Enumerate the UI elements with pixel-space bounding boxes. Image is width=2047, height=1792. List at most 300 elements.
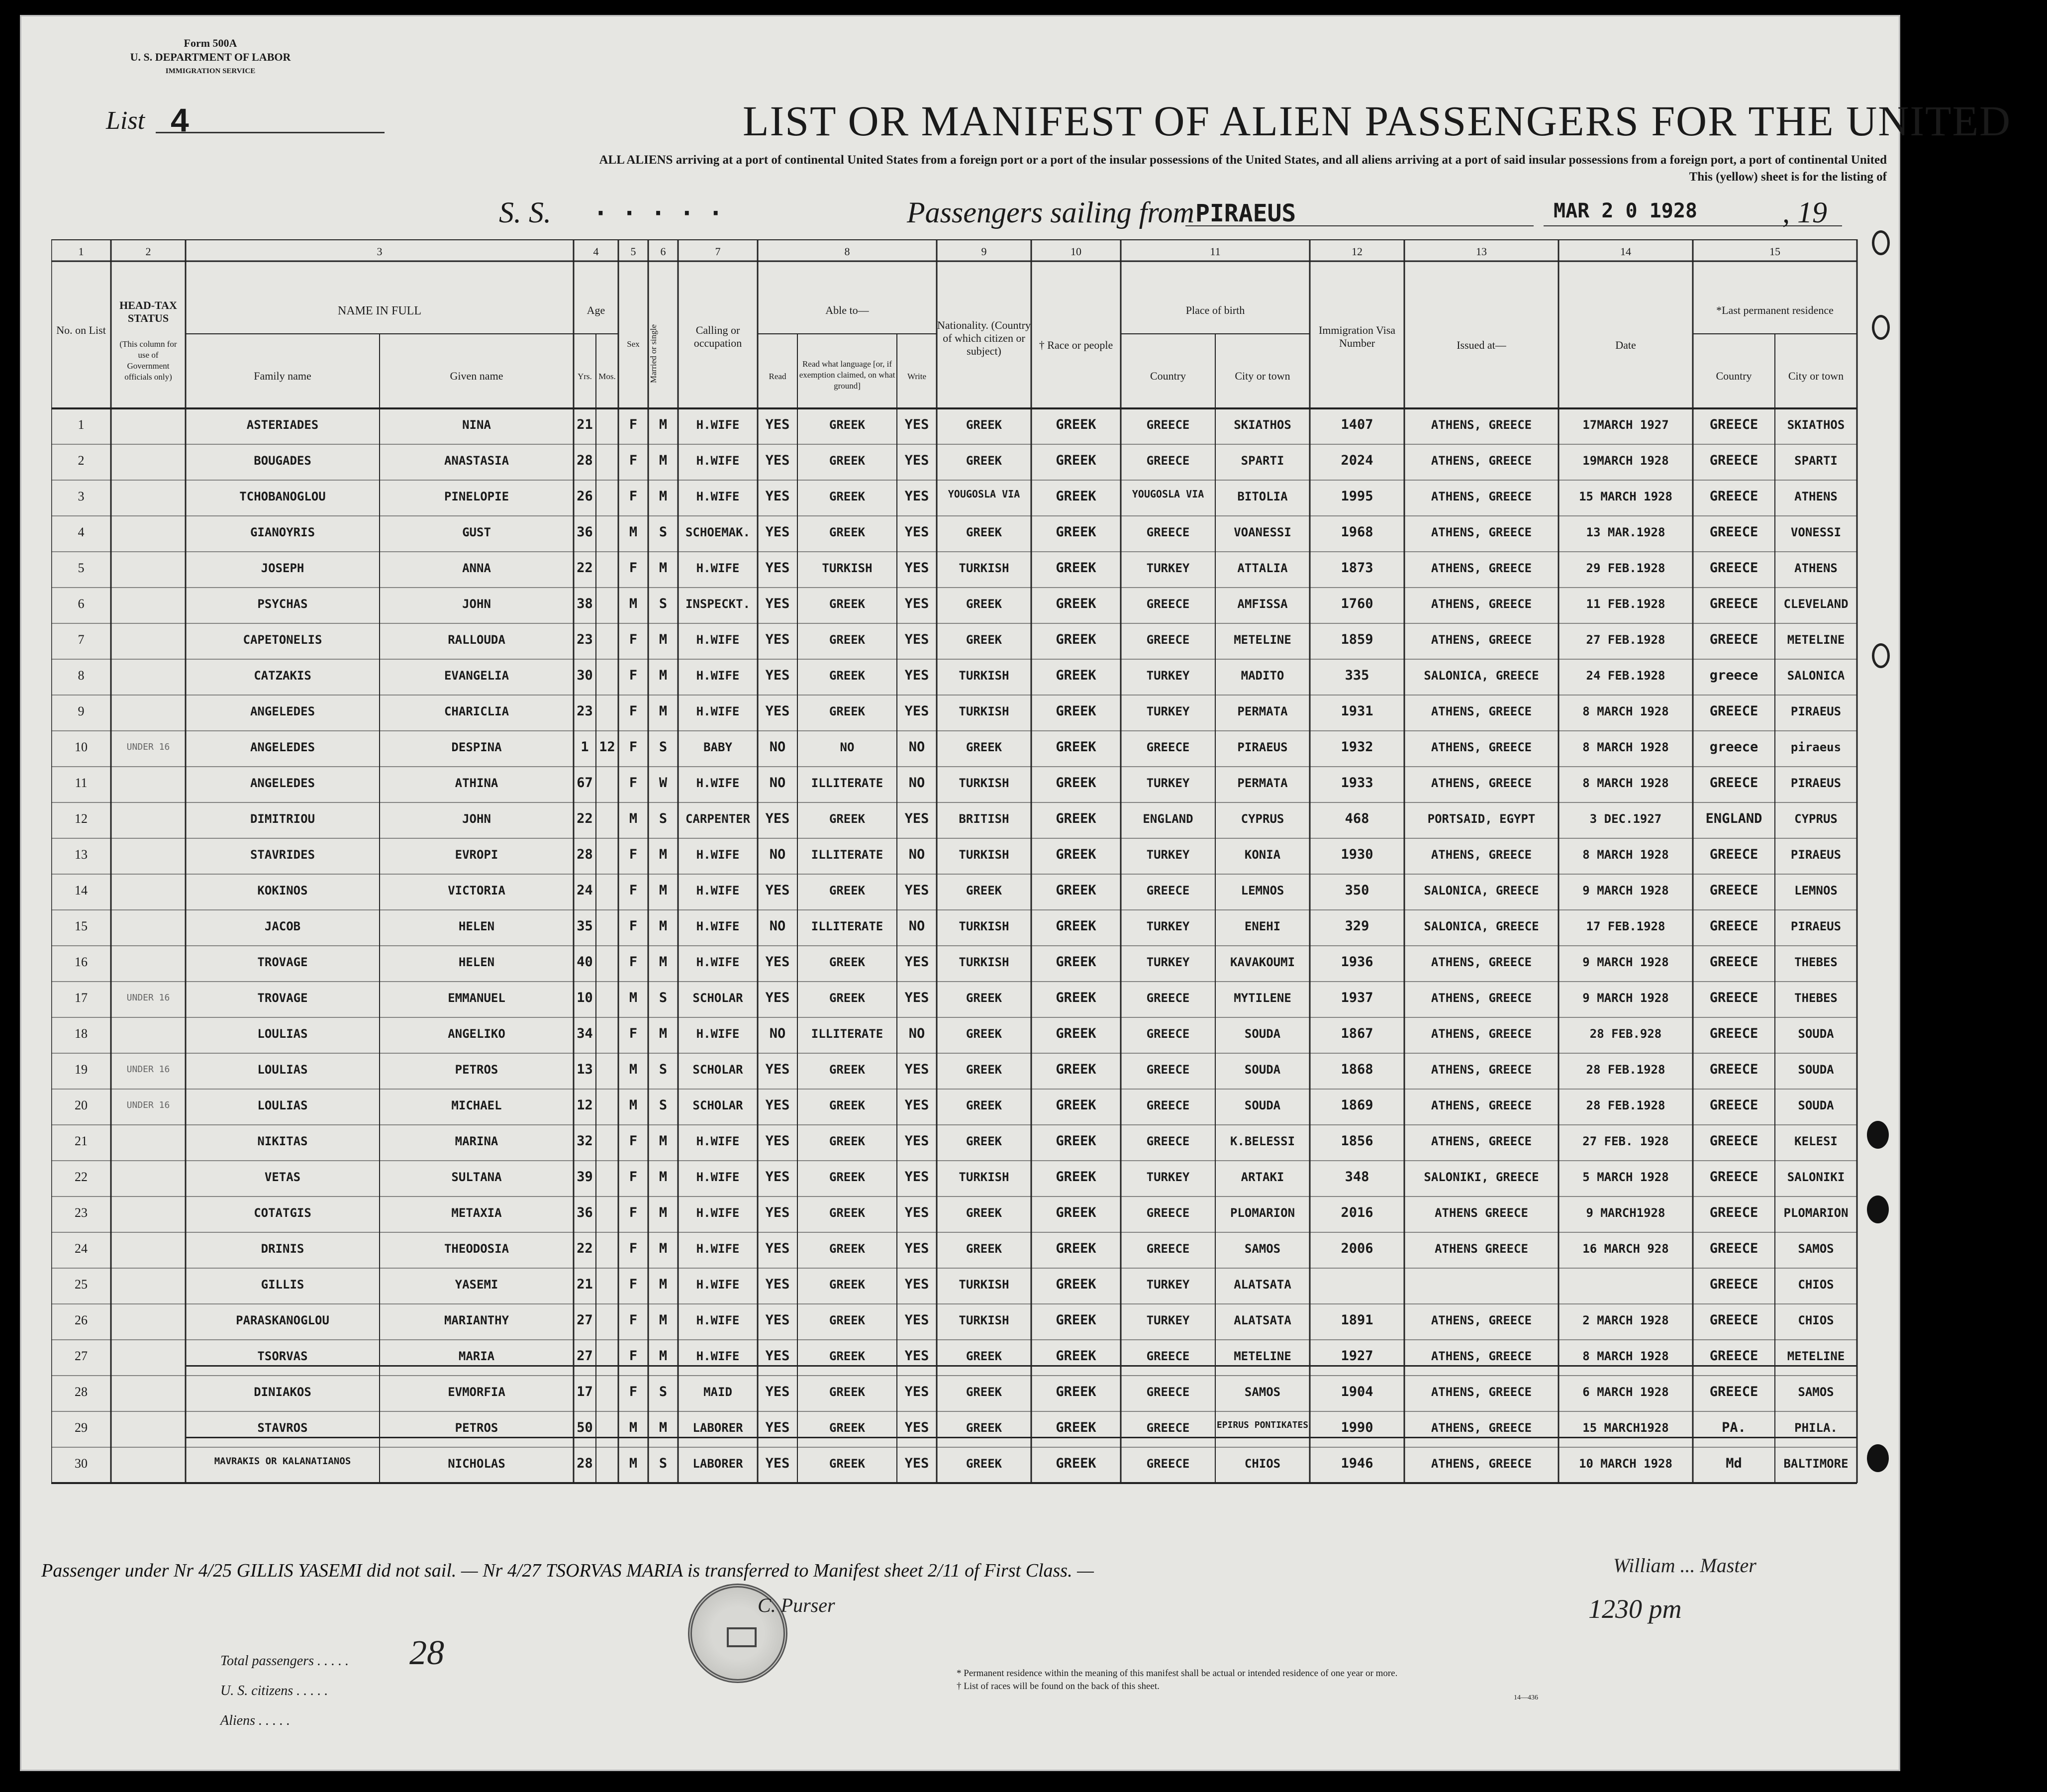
row-10-ms: S: [659, 739, 668, 755]
row-26-nat: TURKISH: [959, 1313, 1009, 1327]
row-3-lang: GREEK: [829, 490, 866, 503]
row-26-read: YES: [765, 1312, 790, 1328]
row-16-ms: M: [659, 954, 668, 970]
row-13-race: GREEK: [1056, 847, 1096, 862]
row-14-write: YES: [904, 883, 929, 898]
row-15-rcountry: GREECE: [1709, 918, 1758, 934]
row-6-given: JOHN: [462, 597, 491, 611]
manifest-sheet: [20, 15, 2012, 1771]
row-23-read: YES: [765, 1205, 790, 1220]
row-30-no: 30: [75, 1456, 88, 1471]
row-6-lang: GREEK: [829, 597, 866, 611]
row-24-lang: GREEK: [829, 1242, 866, 1256]
row-10-family: ANGELEDES: [250, 740, 315, 754]
row-1-write: YES: [904, 417, 929, 432]
row-30-ms: S: [659, 1456, 668, 1471]
row-8-sex: F: [629, 668, 638, 683]
row-29-sex: M: [629, 1420, 638, 1435]
row-3-no: 3: [78, 489, 85, 503]
row-14-nat: GREEK: [966, 884, 1002, 897]
row-12-rcountry: ENGLAND: [1705, 811, 1762, 826]
row-19-no: 19: [75, 1062, 88, 1077]
row-15-given: HELEN: [458, 919, 495, 933]
row-27-issued: ATHENS, GREECE: [1431, 1349, 1532, 1363]
row-8-nat: TURKISH: [959, 669, 1009, 683]
row-3-issued: ATHENS, GREECE: [1431, 490, 1532, 503]
header-calling: Calling or occupation: [693, 324, 742, 349]
row-11-rcountry: GREECE: [1709, 775, 1758, 791]
row-7-no: 7: [78, 632, 85, 647]
row-30-visa: 1946: [1341, 1456, 1373, 1471]
row-9-nat: TURKISH: [959, 704, 1009, 718]
row-16-yrs: 40: [577, 954, 593, 970]
row-21-nat: GREEK: [966, 1134, 1002, 1148]
row-4-date: 13 MAR.1928: [1586, 525, 1665, 539]
row-13-sex: F: [629, 847, 638, 862]
row-4-bcity: VOANESSI: [1234, 525, 1291, 539]
header-name-in-full: NAME IN FULL: [338, 304, 421, 317]
row-12-occ: CARPENTER: [685, 812, 751, 826]
row-24-occ: H.WIFE: [696, 1242, 740, 1256]
row-20-lang: GREEK: [829, 1098, 866, 1112]
row-28-sex: F: [629, 1384, 638, 1399]
row-3-bcountry: YOUGOSLA VIA: [1132, 488, 1204, 500]
row-7-family: CAPETONELIS: [243, 633, 322, 647]
row-21-bcity: K.BELESSI: [1230, 1134, 1295, 1148]
row-19-sex: M: [629, 1062, 638, 1077]
row-8-visa: 335: [1345, 668, 1369, 683]
row-28-race: GREEK: [1056, 1384, 1096, 1399]
manifest-table: [51, 239, 1897, 1573]
row-29-ms: M: [659, 1420, 668, 1435]
row-22-lang: GREEK: [829, 1170, 866, 1184]
row-8-no: 8: [78, 668, 85, 683]
row-17-family: TROVAGE: [257, 991, 308, 1005]
us-citizens-label: U. S. citizens . . . . .: [220, 1683, 328, 1698]
row-15-date: 17 FEB.1928: [1586, 919, 1665, 933]
row-24-read: YES: [765, 1241, 790, 1256]
row-13-nat: TURKISH: [959, 848, 1009, 862]
row-24-write: YES: [904, 1241, 929, 1256]
row-13-given: EVROPI: [455, 848, 498, 862]
row-19-bcity: SOUDA: [1244, 1063, 1281, 1077]
row-13-rcountry: GREECE: [1709, 847, 1758, 862]
colnum-9: 9: [981, 245, 987, 258]
row-17-write: YES: [904, 990, 929, 1005]
row-11-no: 11: [75, 776, 88, 790]
row-14-no: 14: [75, 883, 88, 897]
row-4-lang: GREEK: [829, 525, 866, 539]
row-15-race: GREEK: [1056, 918, 1096, 934]
row-13-bcountry: TURKEY: [1146, 848, 1190, 862]
row-22-visa: 348: [1345, 1169, 1369, 1185]
row-20-ms: S: [659, 1097, 668, 1113]
row-7-read: YES: [765, 632, 790, 647]
row-23-write: YES: [904, 1205, 929, 1220]
row-11-visa: 1933: [1341, 775, 1373, 791]
row-2-date: 19MARCH 1928: [1582, 454, 1669, 468]
row-29-read: YES: [765, 1420, 790, 1435]
row-10-bcountry: GREECE: [1146, 740, 1190, 754]
row-7-sex: F: [629, 632, 638, 647]
row-9-no: 9: [78, 704, 85, 718]
row-1-lang: GREEK: [829, 418, 866, 432]
row-27-sex: F: [629, 1348, 638, 1364]
row-18-rcountry: GREECE: [1709, 1026, 1758, 1041]
row-10-write: NO: [908, 739, 925, 755]
row-28-bcity: SAMOS: [1244, 1385, 1281, 1399]
row-13-visa: 1930: [1341, 847, 1373, 862]
header-read-what: Read what language [or, if exemption claimed, on what ground]: [799, 359, 895, 391]
row-29-nat: GREEK: [966, 1421, 1002, 1435]
row-23-ms: M: [659, 1205, 668, 1220]
row-24-bcity: SAMOS: [1244, 1242, 1281, 1256]
row-25-family: GILLIS: [261, 1278, 304, 1292]
row-3-ms: M: [659, 489, 668, 504]
row-5-yrs: 22: [577, 560, 593, 576]
row-23-family: COTATGIS: [254, 1206, 311, 1220]
row-26-sex: F: [629, 1312, 638, 1328]
row-13-read: NO: [769, 847, 786, 862]
row-9-occ: H.WIFE: [696, 704, 740, 718]
row-8-read: YES: [765, 668, 790, 683]
row-18-bcountry: GREECE: [1146, 1027, 1190, 1041]
punch-hole-mid: [1872, 643, 1890, 668]
row-17-bcountry: GREECE: [1146, 991, 1190, 1005]
annotation-note: Passenger under Nr 4/25 GILLIS YASEMI did not sail. — Nr 4/27 TSORVAS MARIA is transferred to Manifest sheet 2/11 of First Class. —: [41, 1560, 1094, 1581]
row-30-given: NICHOLAS: [448, 1457, 505, 1471]
row-7-lang: GREEK: [829, 633, 866, 647]
row-16-rcountry: GREECE: [1709, 954, 1758, 970]
row-12-race: GREEK: [1056, 811, 1096, 826]
row-17-visa: 1937: [1341, 990, 1373, 1005]
row-1-rcity: SKIATHOS: [1787, 418, 1845, 432]
row-19-nat: GREEK: [966, 1063, 1002, 1077]
row-26-given: MARIANTHY: [444, 1313, 509, 1327]
department-name: U. S. DEPARTMENT OF LABOR: [130, 51, 291, 63]
row-29-issued: ATHENS, GREECE: [1431, 1421, 1532, 1435]
row-22-rcity: SALONIKI: [1787, 1170, 1845, 1184]
row-3-occ: H.WIFE: [696, 490, 740, 503]
row-30-race: GREEK: [1056, 1456, 1096, 1471]
row-10-nat: GREEK: [966, 740, 1002, 754]
row-9-yrs: 23: [577, 703, 593, 719]
row-21-lang: GREEK: [829, 1134, 866, 1148]
row-19-ms: S: [659, 1062, 668, 1077]
row-30-sex: M: [629, 1456, 638, 1471]
row-2-lang: GREEK: [829, 454, 866, 468]
row-15-no: 15: [75, 919, 88, 933]
row-5-write: YES: [904, 560, 929, 576]
row-1-rcountry: GREECE: [1709, 417, 1758, 432]
row-6-rcountry: GREECE: [1709, 596, 1758, 611]
row-23-given: METAXIA: [451, 1206, 502, 1220]
row-14-date: 9 MARCH 1928: [1582, 884, 1669, 897]
row-8-bcity: MADITO: [1241, 669, 1284, 683]
row-17-ms: S: [659, 990, 668, 1005]
row-28-lang: GREEK: [829, 1385, 866, 1399]
row-1-no: 1: [78, 417, 85, 432]
row-23-visa: 2016: [1341, 1205, 1373, 1220]
row-9-issued: ATHENS, GREECE: [1431, 704, 1532, 718]
row-5-rcity: ATHENS: [1794, 561, 1838, 575]
row-9-lang: GREEK: [829, 704, 866, 718]
row-24-given: THEODOSIA: [444, 1242, 509, 1256]
row-11-issued: ATHENS, GREECE: [1431, 776, 1532, 790]
row-11-read: NO: [769, 775, 786, 791]
row-2-occ: H.WIFE: [696, 454, 740, 468]
row-6-family: PSYCHAS: [257, 597, 308, 611]
row-10-mos: 12: [599, 739, 615, 755]
row-4-sex: M: [629, 524, 638, 540]
row-6-ms: S: [659, 596, 668, 611]
row-19-read: YES: [765, 1062, 790, 1077]
year-label: , 19: [1782, 196, 1827, 229]
colnum-2: 2: [145, 245, 151, 258]
row-8-ms: M: [659, 668, 668, 683]
row-4-bcountry: GREECE: [1146, 525, 1190, 539]
row-21-given: MARINA: [455, 1134, 498, 1148]
row-17-occ: SCHOLAR: [692, 991, 743, 1005]
row-7-given: RALLOUDA: [448, 633, 505, 647]
row-18-occ: H.WIFE: [696, 1027, 740, 1041]
row-24-issued: ATHENS GREECE: [1435, 1242, 1528, 1256]
row-24-visa: 2006: [1341, 1241, 1373, 1256]
subtitle-line-2: This (yellow) sheet is for the listing of: [1689, 170, 1887, 184]
aliens-label: Aliens . . . . .: [220, 1713, 290, 1728]
row-29-bcity: EPIRUS PONTIKATES: [1216, 1420, 1309, 1430]
row-26-write: YES: [904, 1312, 929, 1328]
row-2-bcountry: GREECE: [1146, 454, 1190, 468]
time-annotation: 1230 pm: [1588, 1594, 1682, 1624]
row-15-visa: 329: [1345, 918, 1369, 934]
row-27-race: GREEK: [1056, 1348, 1096, 1364]
row-2-write: YES: [904, 453, 929, 468]
row-18-family: LOULIAS: [257, 1027, 308, 1041]
row-25-bcity: ALATSATA: [1234, 1278, 1291, 1292]
row-26-bcity: ALATSATA: [1234, 1313, 1291, 1327]
row-11-bcity: PERMATA: [1237, 776, 1288, 790]
row-9-write: YES: [904, 703, 929, 719]
row-14-lang: GREEK: [829, 884, 866, 897]
row-13-write: NO: [908, 847, 925, 862]
row-13-lang: ILLITERATE: [811, 848, 883, 862]
row-19-given: PETROS: [455, 1063, 498, 1077]
row-18-no: 18: [75, 1026, 88, 1041]
row-6-write: YES: [904, 596, 929, 611]
row-29-rcity: PHILA.: [1794, 1421, 1838, 1435]
row-9-sex: F: [629, 703, 638, 719]
header-race: † Race or people: [1039, 339, 1113, 351]
row-28-visa: 1904: [1341, 1384, 1373, 1399]
row-9-rcity: PIRAEUS: [1790, 704, 1842, 718]
row-27-lang: GREEK: [829, 1349, 866, 1363]
row-11-nat: TURKISH: [959, 776, 1009, 790]
sailing-label: Passengers sailing from: [907, 196, 1194, 229]
row-9-read: YES: [765, 703, 790, 719]
row-17-date: 9 MARCH 1928: [1582, 991, 1669, 1005]
colnum-12: 12: [1352, 245, 1363, 258]
row-3-rcountry: GREECE: [1709, 489, 1758, 504]
row-11-bcountry: TURKEY: [1146, 776, 1190, 790]
row-1-bcountry: GREECE: [1146, 418, 1190, 432]
row-27-bcity: METELINE: [1234, 1349, 1291, 1363]
row-27-date: 8 MARCH 1928: [1582, 1349, 1669, 1363]
row-22-family: VETAS: [264, 1170, 301, 1184]
row-26-bcountry: TURKEY: [1146, 1313, 1190, 1327]
row-11-sex: F: [629, 775, 638, 791]
row-19-family: LOULIAS: [257, 1063, 308, 1077]
punch-hole-3: [1867, 1444, 1889, 1472]
row-17-issued: ATHENS, GREECE: [1431, 991, 1532, 1005]
row-14-yrs: 24: [577, 883, 593, 898]
row-11-race: GREEK: [1056, 775, 1096, 791]
list-underline: [156, 132, 385, 133]
row-10-bcity: PIRAEUS: [1237, 740, 1288, 754]
row-22-read: YES: [765, 1169, 790, 1185]
row-23-yrs: 36: [577, 1205, 593, 1220]
row-19-visa: 1868: [1341, 1062, 1373, 1077]
row-27-write: YES: [904, 1348, 929, 1364]
row-2-rcity: SPARTI: [1794, 454, 1838, 468]
header-birth-country: Country: [1150, 370, 1186, 382]
row-28-nat: GREEK: [966, 1385, 1002, 1399]
row-8-date: 24 FEB.1928: [1586, 669, 1665, 683]
row-16-write: YES: [904, 954, 929, 970]
row-21-no: 21: [75, 1134, 88, 1148]
row-9-bcountry: TURKEY: [1146, 704, 1190, 718]
row-23-lang: GREEK: [829, 1206, 866, 1220]
row-15-issued: SALONICA, GREECE: [1424, 919, 1539, 933]
colnum-6: 6: [660, 245, 666, 258]
row-29-no: 29: [75, 1420, 88, 1435]
row-28-issued: ATHENS, GREECE: [1431, 1385, 1532, 1399]
row-7-date: 27 FEB.1928: [1586, 633, 1665, 647]
row-12-read: YES: [765, 811, 790, 826]
row-25-yrs: 21: [577, 1277, 593, 1292]
row-20-bcity: SOUDA: [1244, 1098, 1281, 1112]
row-19-write: YES: [904, 1062, 929, 1077]
row-27-read: YES: [765, 1348, 790, 1364]
row-29-occ: LABORER: [692, 1421, 743, 1435]
row-2-race: GREEK: [1056, 453, 1096, 468]
row-12-no: 12: [75, 811, 88, 826]
row-22-race: GREEK: [1056, 1169, 1096, 1185]
row-16-bcountry: TURKEY: [1146, 955, 1190, 969]
row-28-family: DINIAKOS: [254, 1385, 311, 1399]
row-20-race: GREEK: [1056, 1097, 1096, 1113]
row-18-rcity: SOUDA: [1798, 1027, 1834, 1041]
row-20-head_tax: UNDER 16: [126, 1100, 170, 1110]
row-20-nat: GREEK: [966, 1098, 1002, 1112]
row-6-no: 6: [78, 597, 85, 611]
row-20-issued: ATHENS, GREECE: [1431, 1098, 1532, 1112]
header-issued-at: Issued at—: [1457, 339, 1506, 351]
row-24-rcountry: GREECE: [1709, 1241, 1758, 1256]
row-30-rcity: BALTIMORE: [1783, 1457, 1849, 1471]
row-10-sex: F: [629, 739, 638, 755]
row-1-issued: ATHENS, GREECE: [1431, 418, 1532, 432]
row-16-given: HELEN: [458, 955, 495, 969]
row-14-rcountry: GREECE: [1709, 883, 1758, 898]
header-birth-city: City or town: [1235, 370, 1290, 382]
row-17-rcountry: GREECE: [1709, 990, 1758, 1005]
colnum-8: 8: [844, 245, 850, 258]
row-15-family: JACOB: [264, 919, 301, 933]
row-5-bcountry: TURKEY: [1146, 561, 1190, 575]
row-18-bcity: SOUDA: [1244, 1027, 1281, 1041]
row-5-lang: TURKISH: [822, 561, 873, 575]
row-14-ms: M: [659, 883, 668, 898]
row-10-given: DESPINA: [451, 740, 502, 754]
row-6-bcity: AMFISSA: [1237, 597, 1288, 611]
row-24-family: DRINIS: [261, 1242, 304, 1256]
row-26-ms: M: [659, 1312, 668, 1328]
header-no-on-list: No. on List: [56, 324, 106, 336]
row-18-race: GREEK: [1056, 1026, 1096, 1041]
colnum-5: 5: [630, 245, 636, 258]
row-13-yrs: 28: [577, 847, 593, 862]
row-25-nat: TURKISH: [959, 1278, 1009, 1292]
row-12-lang: GREEK: [829, 812, 866, 826]
row-13-bcity: KONIA: [1244, 848, 1281, 862]
row-8-race: GREEK: [1056, 668, 1096, 683]
row-30-nat: GREEK: [966, 1457, 1002, 1471]
row-5-rcountry: GREECE: [1709, 560, 1758, 576]
row-10-rcountry: greece: [1709, 739, 1758, 755]
header-date: Date: [1615, 339, 1636, 351]
row-7-rcity: METELINE: [1787, 633, 1845, 647]
row-9-bcity: PERMATA: [1237, 704, 1288, 718]
row-14-issued: SALONICA, GREECE: [1424, 884, 1539, 897]
row-8-family: CATZAKIS: [254, 669, 311, 683]
row-21-visa: 1856: [1341, 1133, 1373, 1149]
row-30-write: YES: [904, 1456, 929, 1471]
row-27-family: TSORVAS: [257, 1349, 308, 1363]
row-5-nat: TURKISH: [959, 561, 1009, 575]
row-9-ms: M: [659, 703, 668, 719]
row-25-read: YES: [765, 1277, 790, 1292]
row-25-write: YES: [904, 1277, 929, 1292]
row-27-nat: GREEK: [966, 1349, 1002, 1363]
punch-hole-top-2: [1872, 315, 1890, 340]
header-age: Age: [586, 304, 605, 316]
row-22-bcountry: TURKEY: [1146, 1170, 1190, 1184]
row-1-ms: M: [659, 417, 668, 432]
row-16-rcity: THEBES: [1794, 955, 1838, 969]
row-26-date: 2 MARCH 1928: [1582, 1313, 1669, 1327]
row-4-rcity: VONESSI: [1790, 525, 1842, 539]
row-19-yrs: 13: [577, 1062, 593, 1077]
row-21-bcountry: GREECE: [1146, 1134, 1190, 1148]
row-16-occ: H.WIFE: [696, 955, 740, 969]
row-25-race: GREEK: [1056, 1277, 1096, 1292]
row-27-rcountry: GREECE: [1709, 1348, 1758, 1364]
row-18-visa: 1867: [1341, 1026, 1373, 1041]
header-yrs: Yrs.: [578, 372, 592, 381]
header-given-name: Given name: [450, 370, 503, 382]
row-5-bcity: ATTALIA: [1237, 561, 1288, 575]
row-10-occ: BABY: [703, 740, 732, 754]
row-29-write: YES: [904, 1420, 929, 1435]
header-last-residence: *Last permanent residence: [1716, 304, 1834, 316]
row-7-yrs: 23: [577, 632, 593, 647]
footnote-races: † List of races will be found on the back of this sheet.: [957, 1681, 1160, 1692]
ship-name: · · · · ·: [593, 199, 723, 227]
row-25-rcity: CHIOS: [1798, 1278, 1834, 1292]
row-26-race: GREEK: [1056, 1312, 1096, 1328]
row-24-date: 16 MARCH 928: [1582, 1242, 1669, 1256]
